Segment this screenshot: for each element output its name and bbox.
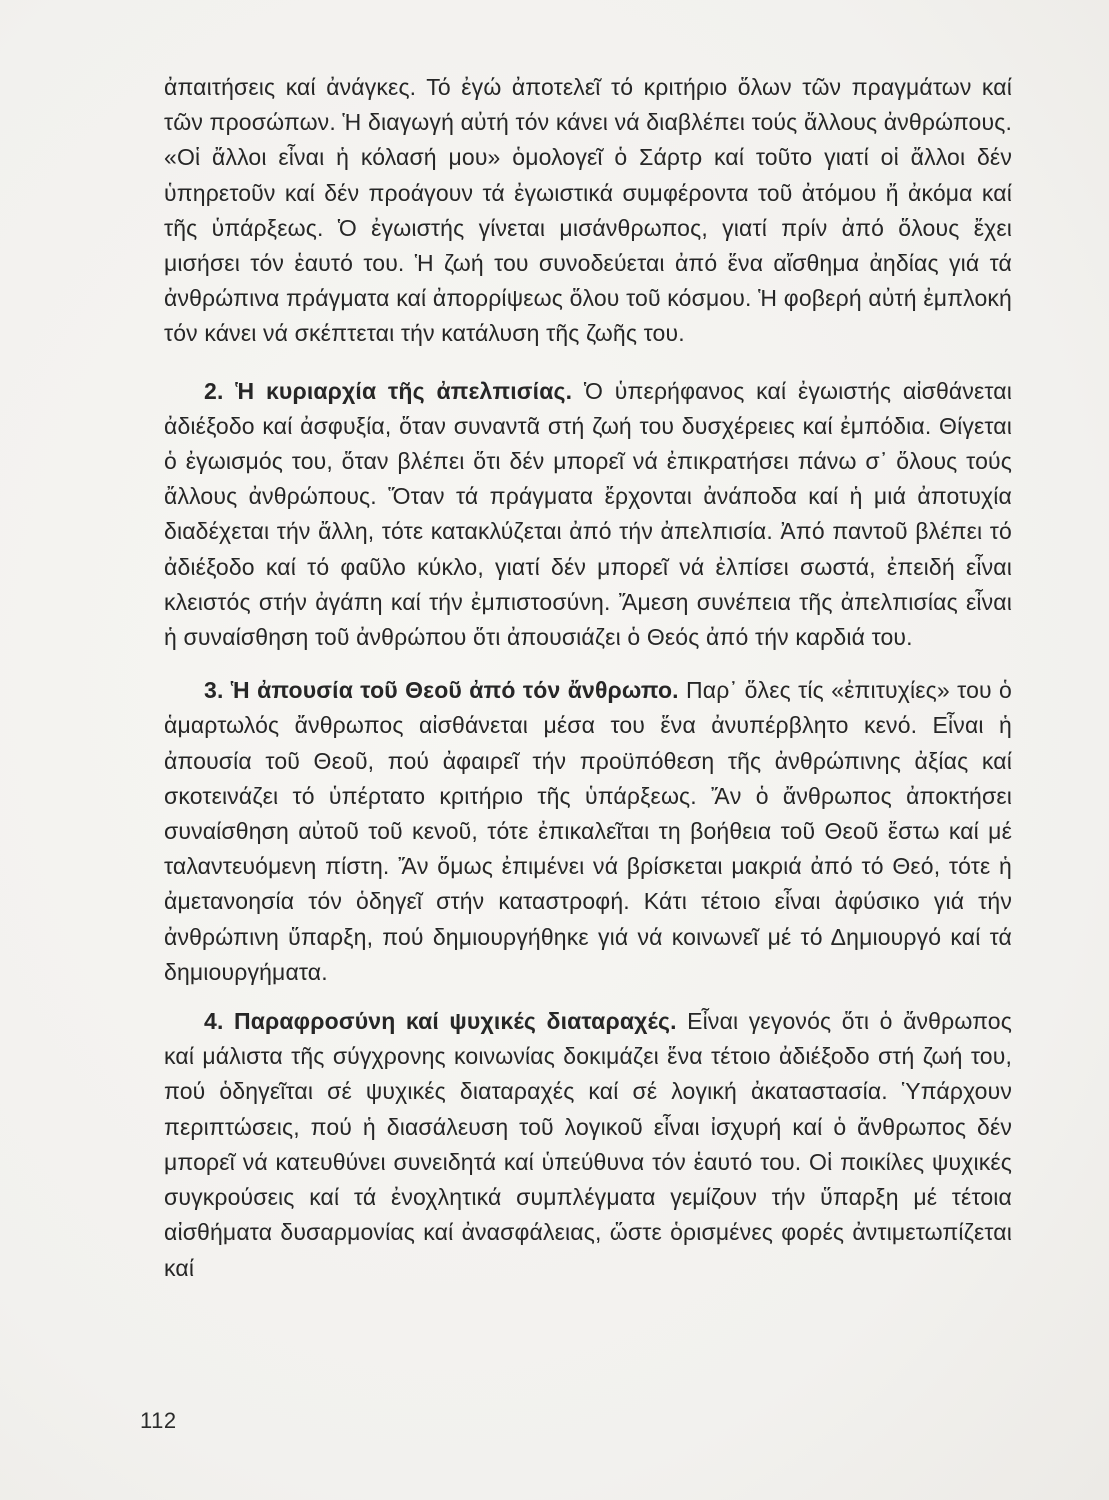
section-heading-4: 4. Παραφροσύνη καί ψυχικές διαταραχές. xyxy=(204,1008,677,1035)
paragraph-2 xyxy=(164,374,1012,656)
paragraph-3-text: Παρ᾿ ὅλες τίς «ἐπιτυχίες» του ὁ ἁμαρτωλός ἄνθρωπος αἰσθάνεται μέσα του ἕνα ἀνυπέρβλητο κενό. Εἶναι ἡ ἀπουσία τοῦ Θεοῦ, πού ἀφαιρεῖ τήν προϋπόθεση τῆς ἀνθρώπινης ἀξίας καί σκοτεινάζει τό ὑπέρτατο κριτήριο τῆς ὑπάρξεως. Ἄν ὁ ἄνθρωπος ἀποκτήσει συναίσθηση αὐτοῦ τοῦ κενοῦ, τότε ἐπικαλεῖται τη βοήθεια τοῦ Θεοῦ ἔστω καί μέ ταλαντευόμενη πίστη. Ἄν ὅμως ἐπιμένει νά βρίσκεται μακριά ἀπό τό Θεό, τότε ἡ ἀμετανοησία τόν ὁδηγεῖ στήν καταστροφή. Κάτι τέτοιο εἶναι ἀφύσικο γιά τήν ἀνθρώπινη ὕπαρξη, πού δημιουργήθηκε γιά νά κοινωνεῖ μέ τό Δημιουργό καί τά δημιουργήματα. xyxy=(164,677,1012,985)
section-heading-3: 3. Ἡ ἀπουσία τοῦ Θεοῦ ἀπό τόν ἄνθρωπο. xyxy=(204,677,679,704)
page-number: 112 xyxy=(140,1408,177,1433)
body-text xyxy=(164,70,1012,1286)
paragraph-4 xyxy=(164,1004,1012,1286)
paragraph-1 xyxy=(164,70,1012,352)
paragraph-2-text: Ὁ ὑπερήφανος καί ἐγωιστής αἰσθάνεται ἀδιέξοδο καί ἀσφυξία, ὅταν συναντᾶ στή ζωή του δυσχέρειες καί ἐμπόδια. Θίγεται ὁ ἐγωισμός του, ὅταν βλέπει ὅτι δέν μπορεῖ νά ἐπικρατήσει πάνω σ᾿ ὅλους τούς ἄλλους ἀνθρώπους. Ὅταν τά πράγματα ἔρχονται ἀνάποδα καί ἡ μιά ἀποτυχία διαδέχεται τήν ἄλλη, τότε κατακλύζεται ἀπό τήν ἀπελπισία. Ἀπό παντοῦ βλέπει τό ἀδιέξοδο καί τό φαῦλο κύκλο, γιατί δέν μπορεῖ νά ἐλπίσει σωστά, ἐπειδή εἶναι κλειστός στήν ἀγάπη καί τήν ἐμπιστοσύνη. Ἄμεση συνέπεια τῆς ἀπελπισίας εἶναι ἡ συναίσθηση τοῦ ἀνθρώπου ὅτι ἀπουσιάζει ὁ Θεός ἀπό τήν καρδιά του. xyxy=(164,377,1012,651)
paragraph-1-text: ἀπαιτήσεις καί ἀνάγκες. Τό ἐγώ ἀποτελεῖ τό κριτήριο ὅλων τῶν πραγμάτων καί τῶν προσώπων. Ἡ διαγωγή αὐτή τόν κάνει νά διαβλέπει τούς ἄλλους ἀνθρώπους. «Οἱ ἄλλοι εἶναι ἡ κόλασή μου» ὁμολογεῖ ὁ Σάρτρ καί τοῦτο γιατί οἱ ἄλλοι δέν ὑπηρετοῦν καί δέν προάγουν τά ἐγωιστικά συμφέροντα τοῦ ἀτόμου ἤ ἀκόμα καί τῆς ὑπάρξεως. Ὁ ἐγωιστής γίνεται μισάνθρωπος, γιατί πρίν ἀπό ὅλους ἔχει μισήσει τόν ἑαυτό του. Ἡ ζωή του συνοδεύεται ἀπό ἕνα αἴσθημα ἀηδίας γιά τά ἀνθρώπινα πράγματα καί ἀπορρίψεως ὅλου τοῦ κόσμου. Ἡ φοβερή αὐτή ἐμπλοκή τόν κάνει νά σκέπτεται τήν κατάλυση τῆς ζωῆς του. xyxy=(164,74,1012,347)
section-heading-2: 2. Ἡ κυριαρχία τῆς ἀπελπισίας. xyxy=(204,377,573,404)
paragraph-4-text: Εἶναι γεγονός ὅτι ὁ ἄνθρωπος καί μάλιστα τῆς σύγχρονης κοινωνίας δοκιμάζει ἕνα τέτοιο ἀδιέξοδο στή ζωή του, πού ὁδηγεῖται σέ ψυχικές διαταραχές καί σέ λογική ἀκαταστασία. Ὑπάρχουν περιπτώσεις, πού ἡ διασάλευση τοῦ λογικοῦ εἶναι ἰσχυρή καί ὁ ἄνθρωπος δέν μπορεῖ νά κατευθύνει συνειδητά καί ὑπεύθυνα τόν ἑαυτό του. Οἱ ποικίλες ψυχικές συγκρούσεις καί τά ἐνοχλητικά συμπλέγματα γεμίζουν τήν ὕπαρξη μέ τέτοια αἰσθήματα δυσαρμονίας καί ἀνασφάλειας, ὥστε ὁρισμένες φορές ἀντιμετωπίζεται καί xyxy=(164,1008,1012,1281)
paragraph-3 xyxy=(164,673,1012,990)
